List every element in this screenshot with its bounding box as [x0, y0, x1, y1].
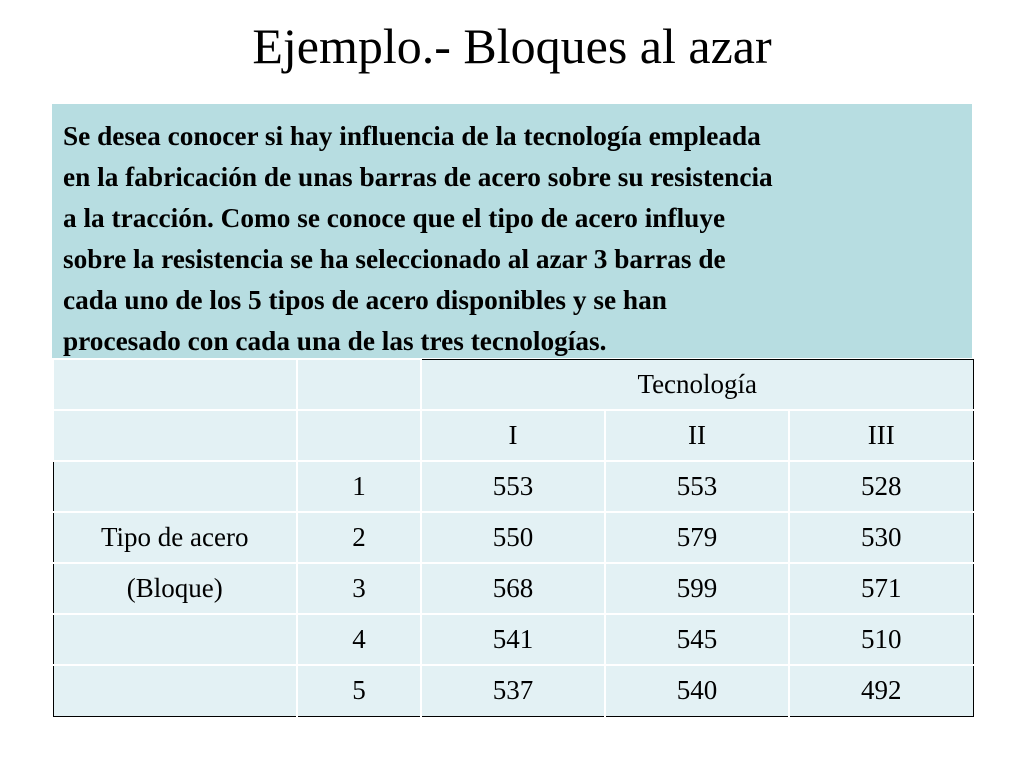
- table-row: [53, 512, 973, 563]
- data-table: [52, 358, 974, 717]
- table-cell: 540: [605, 665, 789, 716]
- table-row: [53, 461, 973, 512]
- empty-cell: [53, 410, 297, 461]
- table-cell: 492: [789, 665, 973, 716]
- statement-line: procesado con cada una de las tres tecnologías.: [63, 326, 607, 356]
- column-header: I: [421, 410, 605, 461]
- table-cell: 579: [605, 512, 789, 563]
- column-header: II: [605, 410, 789, 461]
- block-number: 5: [297, 665, 421, 716]
- table-cell: 550: [421, 512, 605, 563]
- block-number: 3: [297, 563, 421, 614]
- empty-cell: [297, 359, 421, 410]
- table-cell: 599: [605, 563, 789, 614]
- block-number: 1: [297, 461, 421, 512]
- problem-statement: [52, 104, 972, 358]
- statement-line: cada uno de los 5 tipos de acero disponibles y se han: [63, 285, 667, 315]
- table-cell: 553: [421, 461, 605, 512]
- group-header-technology: Tecnología: [421, 359, 973, 410]
- table-cell: 530: [789, 512, 973, 563]
- slide-title: Ejemplo.- Bloques al azar: [252, 18, 772, 74]
- table-cell: 528: [789, 461, 973, 512]
- empty-cell: [297, 410, 421, 461]
- statement-line: en la fabricación de unas barras de acero sobre su resistencia: [63, 162, 773, 192]
- table-cell: 571: [789, 563, 973, 614]
- table-row: [53, 614, 973, 665]
- statement-line: Se desea conocer si hay influencia de la tecnología empleada: [63, 121, 761, 151]
- block-number: 4: [297, 614, 421, 665]
- table-row: [53, 665, 973, 716]
- table-cell: 510: [789, 614, 973, 665]
- column-header: III: [789, 410, 973, 461]
- row-label-cell: [53, 614, 297, 665]
- statement-line: a la tracción. Como se conoce que el tipo de acero influye: [63, 203, 726, 233]
- block-number: 2: [297, 512, 421, 563]
- row-label-cell: [53, 461, 297, 512]
- table-cell: 553: [605, 461, 789, 512]
- row-label-cell: [53, 665, 297, 716]
- header-row-group: [53, 359, 973, 410]
- table-cell: 568: [421, 563, 605, 614]
- table-cell: 545: [605, 614, 789, 665]
- header-row-columns: [53, 410, 973, 461]
- table-cell: 537: [421, 665, 605, 716]
- statement-line: sobre la resistencia se ha seleccionado al azar 3 barras de: [63, 244, 726, 274]
- table-row: [53, 563, 973, 614]
- empty-cell: [53, 359, 297, 410]
- row-label-tipo-de-acero: Tipo de acero: [53, 512, 297, 563]
- table-cell: 541: [421, 614, 605, 665]
- row-label-bloque: (Bloque): [53, 563, 297, 614]
